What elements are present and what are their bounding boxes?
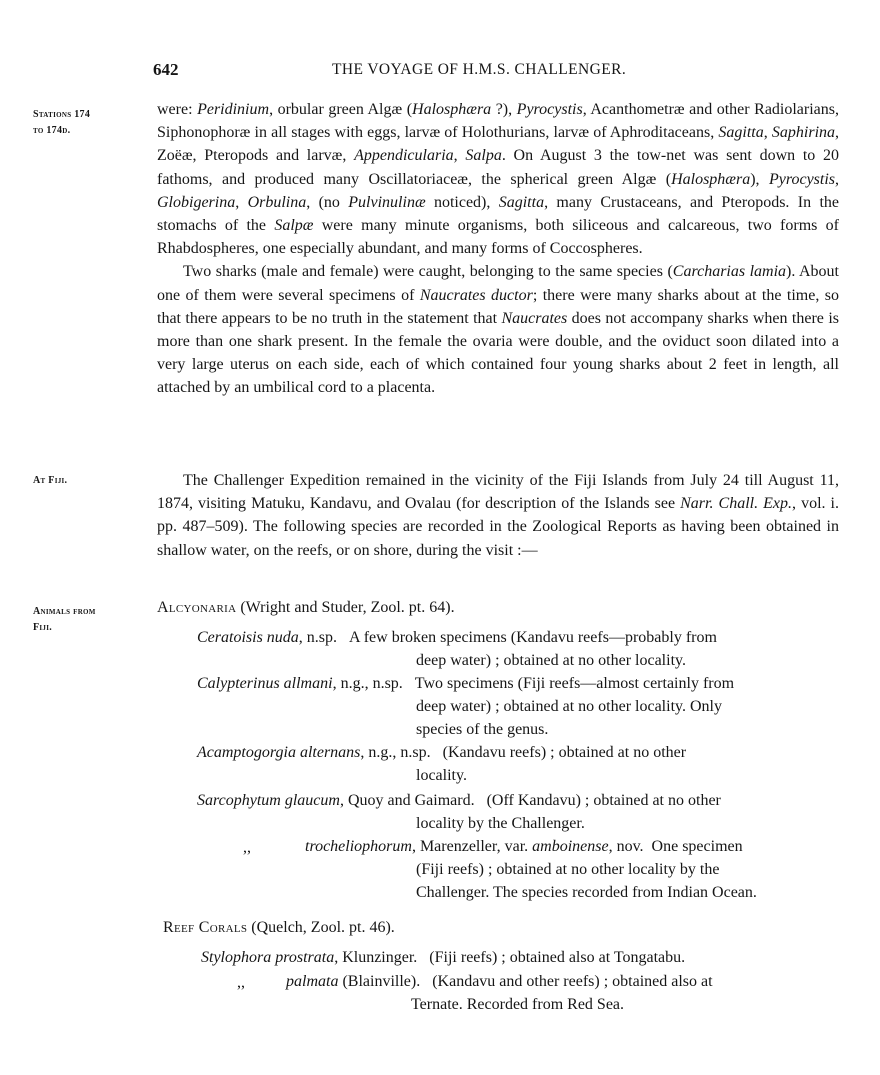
margin-note-stations <box>33 107 90 139</box>
text-run: , orbular green Algæ ( <box>269 101 413 118</box>
text-run: , <box>835 170 840 188</box>
taxon-name: Pulvinulinæ <box>348 193 426 211</box>
margin-note-line: Animals from <box>33 606 96 617</box>
species-note: A few broken specimens (Kandavu reefs—probably from <box>349 629 717 646</box>
paragraph-fiji <box>157 469 839 562</box>
page-header <box>0 60 880 84</box>
margin-note-line: At Fiji. <box>33 475 68 486</box>
text-run: ; there were many sharks about at the time, so that there appears to be no truth in the statement that <box>157 286 839 327</box>
species-authority: , Quoy and Gaimard. <box>339 792 475 809</box>
taxon-name: Salpa <box>465 147 502 165</box>
species-name: Acamptogorgia alternans <box>197 744 361 761</box>
species-authority: , nov. <box>608 838 644 855</box>
text-run: were many minute organisms, both siliceous and calcareous, two forms of Rhabdospheres, one especially abundant, and many forms of Coccospheres. <box>157 217 840 258</box>
text-run: , <box>763 124 772 142</box>
species-authority: (Blainville). <box>338 973 421 990</box>
section-title: Reef Corals <box>163 919 248 936</box>
text-run: . On August 3 the tow-net was sent down to 20 fathoms, and produced many Oscillatoriaceæ, the spherical green Algæ ( <box>157 147 840 188</box>
variety-name: amboinense <box>532 838 609 855</box>
running-title: THE VOYAGE OF H.M.S. CHALLENGER. <box>332 61 627 78</box>
species-note: (Fiji reefs) ; obtained also at Tongatabu. <box>429 949 686 966</box>
species-note: deep water) ; obtained at no other locality. Only <box>416 698 722 715</box>
species-name: Sarcophytum glaucum <box>197 792 340 809</box>
species-note-cont <box>416 764 840 787</box>
species-note: Ternate. Recorded from Red Sea. <box>411 996 625 1013</box>
taxon-name: Appendicularia <box>354 147 454 165</box>
taxon-name: Orbulina <box>247 193 307 211</box>
taxon-name: Naucrates ductor <box>419 286 533 304</box>
species-note: locality by the Challenger. <box>416 815 585 832</box>
species-note-cont <box>416 718 840 741</box>
text-run: noticed), <box>425 193 499 211</box>
species-authority: , Marenzeller, var. <box>411 838 533 855</box>
section-reference: (Quelch, Zool. pt. 46). <box>247 919 395 936</box>
species-note: locality. <box>416 767 467 784</box>
species-entry <box>197 672 734 695</box>
taxon-name: Naucrates <box>501 309 568 327</box>
species-note-cont <box>411 993 624 1016</box>
text-run: ). About one of them were several specimens of <box>157 263 840 304</box>
species-note: Challenger. The species recorded from Indian Ocean. <box>416 884 757 901</box>
taxon-name: Salpæ <box>274 217 314 235</box>
text-run: Two sharks (male and female) were caught, belonging to the same species ( <box>183 263 673 281</box>
page-number: 642 <box>153 60 179 79</box>
taxon-name: Globigerina <box>157 193 236 211</box>
text-run: , many Crustaceans, and Pteropods. In the stomachs of the <box>157 193 840 235</box>
taxon-name: Pyrocystis <box>516 101 583 118</box>
section-reference: (Wright and Studer, Zool. pt. 64). <box>236 599 455 616</box>
species-entry <box>197 741 686 764</box>
text-run: The Challenger Expedition remained in the vicinity of the Fiji Islands from July 24 till August 11, 1874, visiting Matuku, Kandavu, and Ovalau (for description of the Islands see <box>157 472 839 513</box>
species-entry <box>201 946 685 969</box>
citation: Narr. Chall. Exp. <box>680 495 793 513</box>
species-note-cont <box>416 695 840 718</box>
text-run: , vol. i. pp. 487–509). The following species are recorded in the Zoological Reports as having been obtained in shallow water, on the reefs, or on shore, during the visit :— <box>157 495 839 559</box>
species-name: Stylophora prostrata <box>201 949 335 966</box>
species-note: Two specimens (Fiji reefs—almost certainly from <box>414 675 735 692</box>
species-name: Ceratoisis nuda <box>197 629 299 646</box>
species-entry <box>197 626 717 649</box>
taxon-name: Halosphæra <box>671 170 751 188</box>
species-entry <box>305 835 743 858</box>
margin-note-line: Stations 174 <box>33 109 91 120</box>
taxon-name: Saphirina <box>771 124 836 142</box>
species-name: trocheliophorum <box>305 838 412 855</box>
species-note: deep water) ; obtained at no other locality. <box>416 652 686 669</box>
margin-note-line: Fiji. <box>33 622 53 633</box>
taxon-name: Sagitta <box>498 193 545 211</box>
species-name: palmata <box>286 973 339 990</box>
text-run: , Zoëæ, Pteropods and larvæ, <box>157 124 840 165</box>
species-entry <box>197 789 721 812</box>
text-run: , (no <box>306 193 349 211</box>
section-heading-reef-corals <box>163 919 395 937</box>
section-heading-alcyonaria <box>157 599 455 617</box>
species-authority: , n.g., n.sp. <box>360 744 431 761</box>
species-authority: , n.sp. <box>298 629 338 646</box>
species-note-cont <box>416 858 840 881</box>
species-note: species of the genus. <box>416 721 549 738</box>
section-title: Alcyonaria <box>157 599 237 616</box>
species-note-cont <box>416 881 840 904</box>
species-name: Calypterinus allmani <box>197 675 333 692</box>
text-run: , <box>453 147 466 165</box>
margin-note-line: to 174d. <box>33 125 71 136</box>
margin-note-fiji <box>33 473 67 489</box>
species-note-cont <box>416 812 840 835</box>
text-run: , Acanthometræ and other Radiolarians, Siphonophoræ in all stages with eggs, larvæ of Holothurians, larvæ of Aphroditaceans, <box>157 101 840 142</box>
taxon-name: Carcharias lamia <box>672 263 787 281</box>
ditto-mark: ,, <box>243 839 251 856</box>
taxon-name: Peridinium <box>197 101 270 118</box>
text-run: were: <box>157 101 198 118</box>
species-note: (Kandavu and other reefs) ; obtained also at <box>432 973 713 990</box>
species-authority: , Klunzinger. <box>334 949 418 966</box>
margin-note-animals <box>33 604 96 636</box>
paragraph-plankton <box>157 98 839 400</box>
species-entry <box>286 970 713 993</box>
text-run: , <box>235 193 248 211</box>
taxon-name: Pyrocystis <box>768 170 836 188</box>
species-note: (Fiji reefs) ; obtained at no other locality by the <box>416 861 720 878</box>
species-authority: , n.g., n.sp. <box>332 675 403 692</box>
text-run: does not accompany sharks when there is more than one shark present. In the female the ovaria were double, and the oviduct soon dilated into a very large uterus on each side, each of which contained four young sharks about 2 feet in length, all attached by an umbilical cord to a placenta. <box>157 309 840 397</box>
species-note: (Kandavu reefs) ; obtained at no other <box>442 744 687 761</box>
taxon-name: Sagitta <box>718 124 764 142</box>
taxon-name: Halosphæra <box>412 101 492 118</box>
species-note: One specimen <box>651 838 743 855</box>
text-run: ), <box>750 170 769 188</box>
species-note: (Off Kandavu) ; obtained at no other <box>486 792 721 809</box>
ditto-mark: ,, <box>237 974 245 991</box>
species-note-cont <box>416 649 840 672</box>
text-run: ?), <box>491 101 517 118</box>
